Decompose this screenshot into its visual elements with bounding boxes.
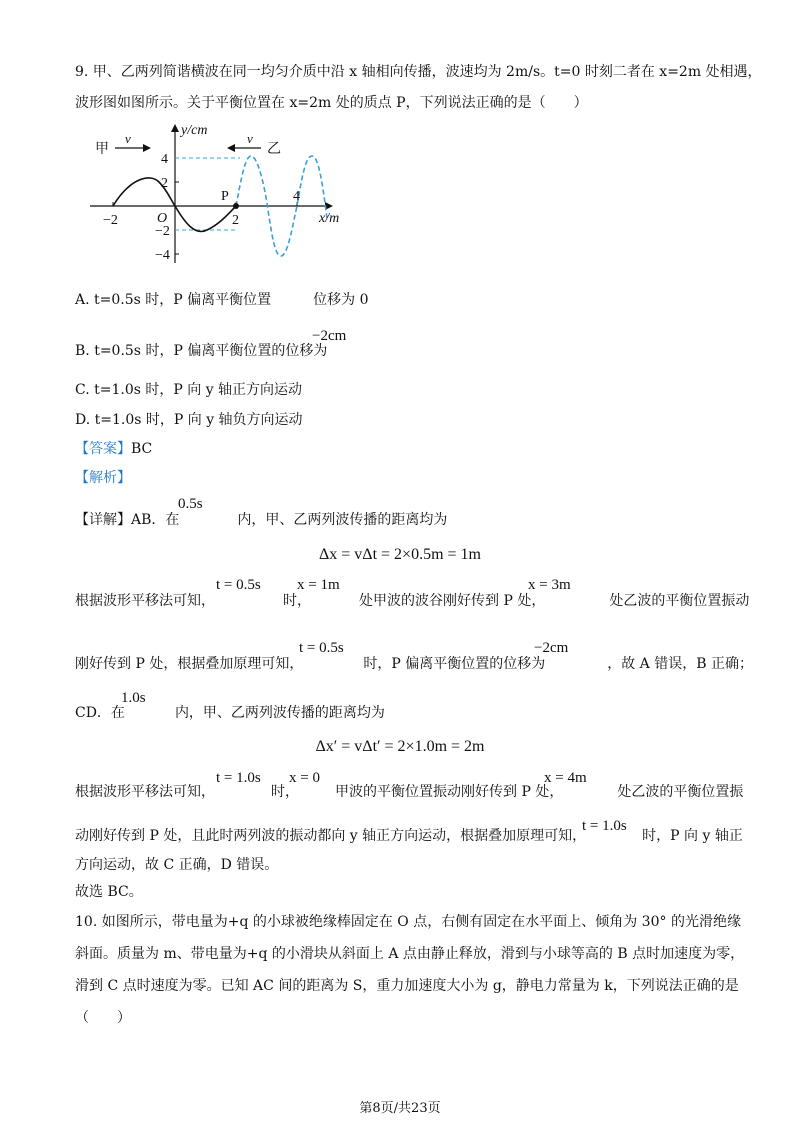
q10-line3: 滑到 C 点时速度为零。已知 AC 间的距离为 S，重力加速度大小为 g，静电力常量为 k，下列说法正确的是 bbox=[75, 978, 739, 994]
detail-l2-d: 处乙波的平衡位置振动 bbox=[609, 593, 750, 609]
detail-l1-a: 【详解】AB．在 bbox=[75, 512, 180, 528]
label-y-axis: y/cm bbox=[181, 123, 208, 138]
equation-1: Δx = vΔt = 2×0.5m = 1m bbox=[318, 546, 481, 563]
detail-l4-a: CD．在 bbox=[75, 705, 125, 721]
q10-line4: （ ） bbox=[75, 1010, 131, 1026]
detail-l2-c: 处甲波的波谷刚好传到 P 处， bbox=[359, 593, 546, 609]
equation-2: Δx′ = vΔt′ = 2×1.0m = 2m bbox=[315, 738, 485, 755]
detail-l2-x3: x = 3m bbox=[528, 577, 571, 593]
q10-line1: 10. 如图所示，带电量为+q 的小球被绝缘棒固定在 O 点，右侧有固定在水平面上、倾角为 30° 的光滑绝缘 bbox=[75, 914, 741, 930]
point-p-dot bbox=[233, 203, 239, 209]
label-y-neg2: −2 bbox=[155, 224, 170, 239]
option-b bbox=[75, 341, 327, 361]
detail-line-5 bbox=[75, 782, 743, 802]
detail-line-8: 故选 BC。 bbox=[75, 884, 143, 900]
detail-l3-v: −2cm bbox=[534, 640, 569, 656]
analysis-label: 【解析】 bbox=[75, 470, 131, 486]
label-x-4: 4 bbox=[293, 189, 300, 204]
label-jia: 甲 bbox=[95, 141, 109, 157]
detail-line-1 bbox=[75, 510, 447, 530]
detail-l5-x0: x = 0 bbox=[289, 770, 320, 786]
option-b-value: −2cm bbox=[312, 328, 347, 344]
label-v-yi: v bbox=[247, 131, 253, 146]
detail-l5-a: 根据波形平移法可知， bbox=[75, 784, 215, 800]
detail-l6-a: 动刚好传到 P 处，且此时两列波的振动都向 y 轴正方向运动，根据叠加原理可知， bbox=[75, 828, 587, 844]
detail-l2-a: 根据波形平移法可知， bbox=[75, 593, 215, 609]
arrow-jia-head bbox=[143, 144, 151, 152]
detail-l3-c: ，故 A 错误，B 正确； bbox=[607, 656, 753, 672]
detail-line-7: 方向运动，故 C 正确，D 错误。 bbox=[75, 857, 279, 873]
detail-line-3 bbox=[75, 654, 753, 674]
q10-line2: 斜面。质量为 m、带电量为+q 的小滑块从斜面上 A 点由静止释放，滑到与小球等高的 B 点时加速度为零， bbox=[75, 946, 745, 962]
detail-l5-x4: x = 4m bbox=[544, 770, 587, 786]
q9-stem-line2: 波形图如图所示。关于平衡位置在 x=2m 处的质点 P，下列说法正确的是（ ） bbox=[75, 95, 588, 111]
option-b-text: B. t=0.5s 时，P 偏离平衡位置的位移为 bbox=[75, 343, 328, 359]
detail-l5-d: 处乙波的平衡位置振 bbox=[617, 784, 744, 800]
label-v-jia: v bbox=[125, 131, 131, 146]
answer-line bbox=[75, 439, 152, 459]
label-x-neg2: −2 bbox=[103, 213, 118, 228]
label-origin: O bbox=[157, 211, 168, 226]
page-footer: 第8页/共23页 bbox=[359, 1101, 441, 1116]
q9-stem-line1: 9. 甲、乙两列简谐横波在同一均匀介质中沿 x 轴相向传播，波速均为 2m/s。t=0 时刻二者在 x=2m 处相遇， bbox=[75, 64, 762, 80]
detail-l6-b: 时，P 向 y 轴正 bbox=[642, 828, 743, 844]
y-axis-arrow bbox=[171, 124, 179, 132]
detail-l3-a: 刚好传到 P 处，根据叠加原理可知， bbox=[75, 656, 304, 672]
label-y-neg4: −4 bbox=[155, 248, 170, 263]
detail-l3-b: 时，P 偏离平衡位置的位移为 bbox=[363, 656, 546, 672]
detail-l2-x1: x = 1m bbox=[297, 577, 340, 593]
detail-l2-t: t = 0.5s bbox=[216, 577, 261, 593]
arrow-yi-head bbox=[227, 144, 235, 152]
detail-line-2 bbox=[75, 591, 749, 611]
detail-l5-c: 甲波的平衡位置振动刚好传到 P 处， bbox=[335, 784, 564, 800]
option-d: D. t=1.0s 时，P 向 y 轴负方向运动 bbox=[75, 412, 303, 428]
detail-l2-b: 时， bbox=[283, 593, 311, 609]
label-yi: 乙 bbox=[267, 141, 281, 157]
option-c: C. t=1.0s 时，P 向 y 轴正方向运动 bbox=[75, 382, 303, 398]
detail-l5-t: t = 1.0s bbox=[216, 770, 261, 786]
detail-l5-b: 时， bbox=[271, 784, 299, 800]
label-x-axis: x/m bbox=[319, 211, 340, 226]
detail-l1-b: 内，甲、乙两列波传播的距离均为 bbox=[237, 512, 448, 528]
wave-figure bbox=[75, 118, 355, 268]
detail-l4-val: 1.0s bbox=[121, 690, 146, 706]
label-x-2: 2 bbox=[232, 213, 239, 228]
detail-line-6 bbox=[75, 826, 743, 846]
answer-label: 【答案】 bbox=[75, 441, 131, 457]
label-y-2: 2 bbox=[161, 176, 168, 191]
label-y-4: 4 bbox=[161, 152, 168, 167]
detail-l1-val: 0.5s bbox=[178, 496, 203, 512]
detail-l6-t: t = 1.0s bbox=[582, 818, 627, 834]
answer-value: BC bbox=[131, 441, 153, 457]
detail-l4-b: 内，甲、乙两列波传播的距离均为 bbox=[174, 705, 385, 721]
detail-l3-t: t = 0.5s bbox=[299, 640, 344, 656]
label-point-p: P bbox=[221, 189, 229, 204]
option-a: A. t=0.5s 时，P 偏离平衡位置 位移为 0 bbox=[75, 292, 369, 308]
